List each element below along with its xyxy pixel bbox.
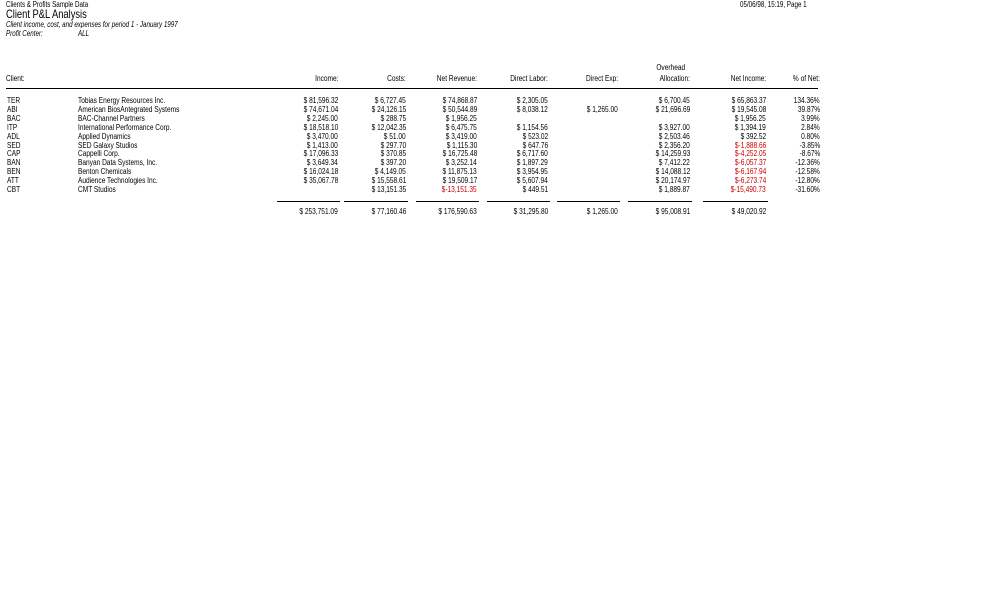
cell-net-income: $-6,057.37 — [734, 158, 766, 168]
cell-income: $ 2,245.00 — [306, 113, 338, 123]
cell-overhead: $ 14,259.93 — [655, 149, 690, 159]
client-code: CAP — [7, 149, 21, 159]
total-rule — [557, 201, 620, 202]
cell-net-income: $-6,273.74 — [734, 176, 766, 186]
cell-pct: 39.87% — [797, 104, 820, 114]
header-net-income: Net Income: — [730, 74, 766, 83]
client-name: SED Galaxy Studios — [78, 140, 138, 150]
header-rule — [6, 88, 818, 89]
cell-direct-exp: $ 1,265.00 — [586, 104, 618, 114]
cell-net-income: $-15,490.73 — [730, 185, 766, 194]
client-name: Applied Dynamics — [78, 131, 131, 141]
cell-costs: $ 370.85 — [380, 149, 406, 159]
cell-overhead: $ 1,889.87 — [658, 185, 690, 194]
client-name: Cappelli Corp. — [78, 149, 120, 159]
cell-costs: $ 51.00 — [384, 131, 406, 141]
cell-net-income: $-1,888.66 — [734, 140, 766, 150]
cell-costs: $ 13,151.35 — [371, 185, 406, 194]
cell-direct-labor: $ 6,717.60 — [516, 149, 548, 159]
header-direct-labor: Direct Labor: — [510, 74, 548, 83]
client-code: BAN — [7, 158, 21, 168]
cell-overhead: $ 6,700.45 — [658, 96, 690, 105]
cell-direct-labor: $ 3,954.95 — [516, 167, 548, 177]
cell-pct: 3.99% — [801, 113, 820, 123]
cell-costs: $ 4,149.05 — [374, 167, 406, 177]
header-overhead: Overhead — [656, 63, 685, 72]
profit-center-value: ALL — [78, 29, 90, 38]
profit-center-label: Profit Center: — [6, 29, 43, 38]
cell-overhead: $ 3,927.00 — [658, 122, 690, 132]
cell-overhead: $ 2,356.20 — [658, 140, 690, 150]
cell-income: $ 18,518.10 — [303, 122, 338, 132]
cell-net-revenue: $ 1,115.30 — [446, 140, 477, 150]
header-income: Income: — [314, 74, 338, 83]
cell-overhead: $ 21,696.69 — [655, 104, 690, 114]
cell-income: $ 35,067.78 — [303, 176, 338, 186]
client-code: ATT — [7, 176, 19, 186]
cell-income: $ 74,671.04 — [303, 104, 338, 114]
total-income: $ 253,751.09 — [299, 207, 338, 216]
header-pct-net: % of Net: — [793, 74, 820, 83]
client-name: International Performance Corp. — [78, 122, 172, 132]
cell-income: $ 81,596.32 — [303, 96, 338, 105]
cell-income: $ 17,096.33 — [303, 149, 338, 159]
client-name: Benton Chemicals — [78, 167, 132, 177]
cell-direct-labor: $ 2,305.05 — [516, 96, 548, 105]
cell-net-income: $ 19,545.08 — [731, 104, 766, 114]
client-code: ABI — [7, 104, 18, 114]
cell-direct-labor: $ 523.02 — [522, 131, 548, 141]
client-name: Banyan Data Systems, Inc. — [78, 158, 158, 168]
header-costs: Costs: — [387, 74, 406, 83]
cell-net-revenue: $ 19,509.17 — [442, 176, 477, 186]
cell-overhead: $ 7,412.22 — [658, 158, 690, 168]
cell-net-revenue: $ 3,419.00 — [445, 131, 477, 141]
cell-pct: 134.36% — [794, 96, 820, 105]
header-client: Client: — [6, 74, 25, 83]
cell-costs: $ 15,558.61 — [371, 176, 406, 186]
cell-pct: 0.80% — [801, 131, 820, 141]
cell-net-revenue: $ 3,252.14 — [445, 158, 477, 168]
cell-direct-labor: $ 8,038.12 — [516, 104, 548, 114]
cell-net-income: $ 1,956.25 — [734, 113, 766, 123]
cell-net-income: $ 65,863.37 — [731, 96, 766, 105]
cell-direct-labor: $ 1,897.29 — [516, 158, 548, 168]
cell-net-revenue: $ 11,875.13 — [442, 167, 477, 177]
client-name: American BiosAntegrated Systems — [78, 104, 180, 114]
client-name: CMT Studios — [78, 185, 116, 194]
report-source: Clients & Profits Sample Data — [6, 0, 89, 9]
total-rule — [344, 201, 408, 202]
total-rule — [277, 201, 340, 202]
cell-net-revenue: $ 50,544.89 — [442, 104, 477, 114]
client-code: BEN — [7, 167, 21, 177]
cell-costs: $ 12,042.35 — [371, 122, 406, 132]
cell-pct: -8.67% — [799, 149, 820, 159]
cell-direct-labor: $ 647.76 — [522, 140, 548, 150]
total-direct-labor: $ 31,295.80 — [513, 207, 548, 216]
cell-costs: $ 24,126.15 — [371, 104, 406, 114]
cell-net-income: $-4,252.05 — [734, 149, 766, 159]
cell-overhead: $ 14,088.12 — [655, 167, 690, 177]
client-name: Audience Technologies Inc. — [78, 176, 158, 186]
client-code: CBT — [7, 185, 21, 194]
header-direct-exp: Direct Exp: — [585, 74, 618, 83]
total-costs: $ 77,160.46 — [371, 207, 406, 216]
total-overhead: $ 95,008.91 — [655, 207, 690, 216]
client-code: ADL — [7, 131, 20, 141]
header-net-revenue: Net Revenue: — [436, 74, 477, 83]
cell-direct-labor: $ 449.51 — [522, 185, 548, 194]
cell-costs: $ 397.20 — [380, 158, 406, 168]
total-rule — [628, 201, 692, 202]
cell-overhead: $ 20,174.97 — [655, 176, 690, 186]
cell-net-revenue: $ 74,868.87 — [442, 96, 477, 105]
cell-net-income: $ 392.52 — [740, 131, 766, 141]
client-code: SED — [7, 140, 21, 150]
cell-income: $ 3,649.34 — [306, 158, 338, 168]
cell-pct: -31.60% — [795, 185, 820, 194]
cell-overhead: $ 2,503.46 — [658, 131, 690, 141]
cell-costs: $ 6,727.45 — [374, 96, 406, 105]
cell-net-income: $-6,167.94 — [734, 167, 766, 177]
cell-costs: $ 297.70 — [380, 140, 406, 150]
cell-net-revenue: $ 1,956.25 — [445, 113, 477, 123]
client-code: TER — [7, 96, 21, 105]
cell-net-revenue: $ 16,725.48 — [442, 149, 477, 159]
cell-income: $ 16,024.18 — [303, 167, 338, 177]
cell-costs: $ 288.75 — [380, 113, 406, 123]
cell-pct: -12.58% — [795, 167, 820, 177]
client-code: BAC — [7, 113, 21, 123]
cell-direct-labor: $ 5,607.94 — [516, 176, 548, 186]
total-direct-exp: $ 1,265.00 — [586, 207, 618, 216]
cell-net-revenue: $ 6,475.75 — [445, 122, 477, 132]
total-net-income: $ 49,020.92 — [731, 207, 766, 216]
cell-income: $ 1,413.00 — [306, 140, 338, 150]
total-rule — [703, 201, 768, 202]
client-name: Tobias Energy Resources Inc. — [78, 96, 166, 105]
print-info: 05/06/98, 15:19, Page 1 — [740, 0, 807, 9]
cell-pct: -12.80% — [795, 176, 820, 186]
cell-net-revenue: $-13,151.35 — [441, 185, 477, 194]
total-net-revenue: $ 176,590.63 — [438, 207, 477, 216]
cell-pct: -12.36% — [795, 158, 820, 168]
total-rule — [487, 201, 550, 202]
header-overhead-allocation: Allocation: — [659, 74, 690, 83]
report-subtitle: Client income, cost, and expenses for period 1 - January 1997 — [6, 20, 178, 29]
cell-pct: -3.85% — [799, 140, 820, 150]
client-name: BAC-Channel Partners — [78, 113, 145, 123]
report-title: Client P&L Analysis — [6, 7, 87, 21]
cell-income: $ 3,470.00 — [306, 131, 338, 141]
cell-pct: 2.84% — [801, 122, 820, 132]
client-code: ITP — [7, 122, 18, 132]
cell-net-income: $ 1,394.19 — [734, 122, 766, 132]
cell-direct-labor: $ 1,154.56 — [516, 122, 548, 132]
total-rule — [416, 201, 479, 202]
